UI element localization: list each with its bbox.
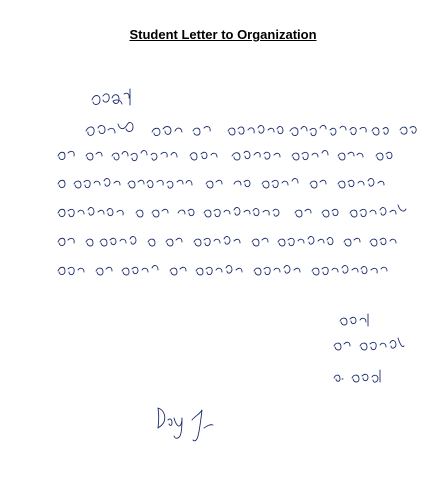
- closing-handwriting: [334, 314, 404, 382]
- document-title: Student Letter to Organization: [129, 27, 317, 42]
- signature-handwriting: [158, 408, 213, 441]
- handwriting-line-5: [58, 237, 396, 246]
- handwriting-line-6: [58, 266, 387, 275]
- handwriting-line-3: [58, 179, 384, 189]
- handwriting-line-4: [58, 205, 406, 217]
- handwriting-line-1: [86, 123, 416, 136]
- salutation-handwriting: [92, 89, 130, 105]
- handwriting-line-2: [58, 151, 392, 161]
